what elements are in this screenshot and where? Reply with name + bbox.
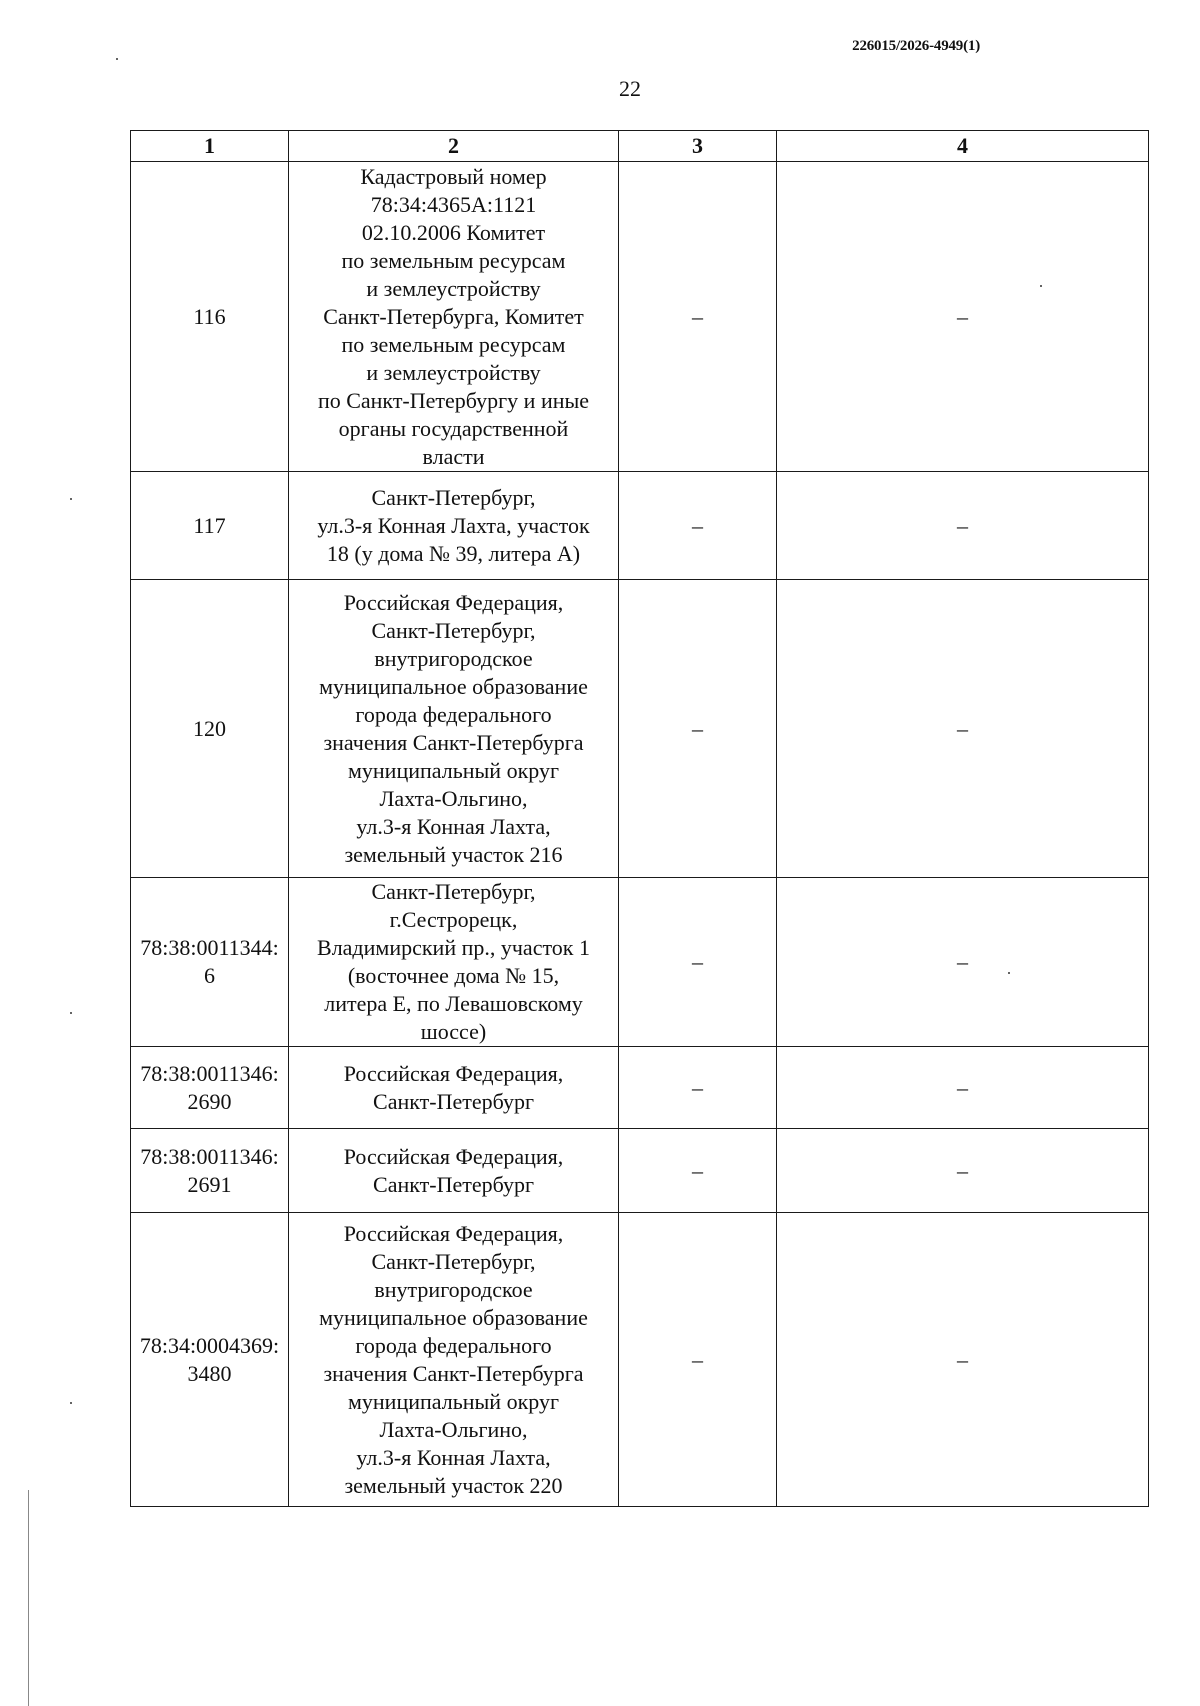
scan-speck xyxy=(70,1012,72,1014)
land-plots-table xyxy=(130,130,1149,1507)
plot-description-cell: Российская Федерация, Санкт-Петербург xyxy=(289,1047,619,1129)
plot-description-cell: Российская Федерация, Санкт-Петербург, внутригородское муниципальное образование города федерального значения Санкт-Петербурга муниципальный округ Лахта-Ольгино, ул.3-я Конная Лахта, земельный участок 216 xyxy=(289,580,619,878)
table-header-row xyxy=(131,131,1149,162)
table-row xyxy=(131,162,1149,472)
column-3-cell: – xyxy=(619,1213,777,1507)
plot-number-cell: 116 xyxy=(131,162,289,472)
plot-number-cell: 120 xyxy=(131,580,289,878)
scan-speck xyxy=(116,58,118,60)
plot-description-cell: Санкт-Петербург, г.Сестрорецк, Владимирский пр., участок 1 (восточнее дома № 15, литера Е, по Левашовскому шоссе) xyxy=(289,878,619,1047)
plot-description-cell: Российская Федерация, Санкт-Петербург, внутригородское муниципальное образование города федерального значения Санкт-Петербурга муниципальный округ Лахта-Ольгино, ул.3-я Конная Лахта, земельный участок 220 xyxy=(289,1213,619,1507)
table-row xyxy=(131,878,1149,1047)
column-3-cell: – xyxy=(619,1129,777,1213)
plot-number-cell: 78:38:0011346: 2691 xyxy=(131,1129,289,1213)
scan-speck xyxy=(70,1402,72,1404)
plot-description-cell: Санкт-Петербург, ул.3-я Конная Лахта, участок 18 (у дома № 39, литера А) xyxy=(289,472,619,580)
scan-speck xyxy=(1040,285,1042,287)
column-4-cell: – xyxy=(777,878,1149,1047)
scan-speck xyxy=(70,498,72,500)
column-4-cell: – xyxy=(777,472,1149,580)
document-registration-number: 226015/2026-4949(1) xyxy=(852,38,980,54)
table-row xyxy=(131,472,1149,580)
column-4-cell: – xyxy=(777,580,1149,878)
column-header-4: 4 xyxy=(777,131,1149,162)
table-row xyxy=(131,1129,1149,1213)
column-header-1: 1 xyxy=(131,131,289,162)
column-4-cell: – xyxy=(777,1213,1149,1507)
plot-description-cell: Кадастровый номер 78:34:4365А:1121 02.10.2006 Комитет по земельным ресурсам и землеустройству Санкт-Петербурга, Комитет по земельным ресурсам и землеустройству по Санкт-Петербургу и иные органы государственной власти xyxy=(289,162,619,472)
table-row xyxy=(131,1047,1149,1129)
column-3-cell: – xyxy=(619,580,777,878)
plot-description-cell: Российская Федерация, Санкт-Петербург xyxy=(289,1129,619,1213)
column-4-cell: – xyxy=(777,162,1149,472)
table-row xyxy=(131,1213,1149,1507)
plot-number-cell: 78:34:0004369: 3480 xyxy=(131,1213,289,1507)
column-header-2: 2 xyxy=(289,131,619,162)
column-4-cell: – xyxy=(777,1129,1149,1213)
column-header-3: 3 xyxy=(619,131,777,162)
column-3-cell: – xyxy=(619,878,777,1047)
column-3-cell: – xyxy=(619,472,777,580)
column-3-cell: – xyxy=(619,162,777,472)
column-4-cell: – xyxy=(777,1047,1149,1129)
scan-speck xyxy=(1008,972,1010,974)
plot-number-cell: 117 xyxy=(131,472,289,580)
plot-number-cell: 78:38:0011344: 6 xyxy=(131,878,289,1047)
column-3-cell: – xyxy=(619,1047,777,1129)
page-number: 22 xyxy=(619,76,641,101)
plot-number-cell: 78:38:0011346: 2690 xyxy=(131,1047,289,1129)
scan-margin-line xyxy=(28,1490,29,1706)
table-row xyxy=(131,580,1149,878)
